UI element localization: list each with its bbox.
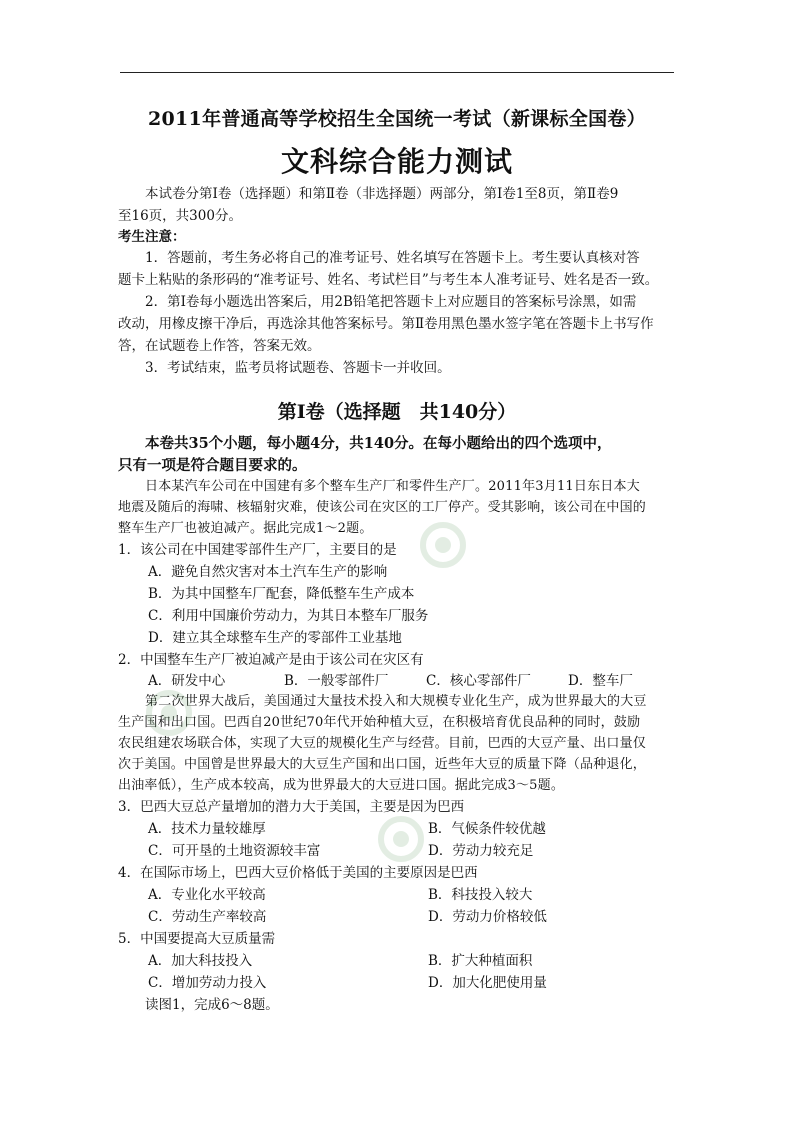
option: D．劳动力较充足 bbox=[428, 843, 534, 859]
notice-line: 1．答题前，考生务必将自己的准考证号、姓名填写在答题卡上。考生要认真核对答 bbox=[145, 250, 640, 266]
section-instruction: 只有一项是符合题目要求的。 bbox=[118, 457, 307, 474]
watermark-logo-icon bbox=[146, 690, 192, 736]
option: C．增加劳动力投入 bbox=[148, 975, 267, 991]
question-stem: 2．中国整车生产厂被迫减产是由于该公司在灾区有 bbox=[118, 652, 424, 668]
question-stem: 1．该公司在中国建零部件生产厂，主要目的是 bbox=[118, 542, 397, 558]
exam-subtitle: 文科综合能力测试 bbox=[280, 145, 513, 178]
question-stem: 4．在国际市场上，巴西大豆价格低于美国的主要原因是巴西 bbox=[118, 865, 478, 881]
question-stem: 3．巴西大豆总产量增加的潜力大于美国，主要是因为巴西 bbox=[118, 799, 465, 815]
notice-heading: 考生注意： bbox=[118, 229, 186, 245]
option: A．研发中心 bbox=[148, 673, 226, 689]
notice-line: 答，在试题卷上作答，答案无效。 bbox=[118, 338, 321, 354]
section-title: 第Ⅰ卷（选择题 共140分） bbox=[277, 401, 517, 423]
header-rule bbox=[120, 72, 674, 73]
intro-line: 本试卷分第Ⅰ卷（选择题）和第Ⅱ卷（非选择题）两部分，第Ⅰ卷1至8页，第Ⅱ卷9 bbox=[145, 186, 619, 202]
watermark-logo-icon bbox=[378, 816, 424, 862]
watermark-logo-icon bbox=[420, 522, 466, 568]
option: D．整车厂 bbox=[568, 673, 633, 689]
exam-title: 2011年普通高等学校招生全国统一考试（新课标全国卷） bbox=[148, 108, 646, 130]
notice-line: 改动，用橡皮擦干净后，再选涂其他答案标号。第Ⅱ卷用黑色墨水签字笔在答题卡上书写作 bbox=[118, 316, 654, 332]
notice-line: 2．第Ⅰ卷每小题选出答案后，用2B铅笔把答题卡上对应题目的答案标号涂黑，如需 bbox=[145, 294, 637, 310]
option: C．利用中国廉价劳动力，为其日本整车厂服务 bbox=[148, 608, 429, 624]
notice-line: 3．考试结束，监考员将试题卷、答题卡一并收回。 bbox=[145, 360, 451, 376]
option: D．加大化肥使用量 bbox=[428, 975, 547, 991]
option: D．建立其全球整车生产的零部件工业基地 bbox=[148, 630, 402, 646]
option: B．气候条件较优越 bbox=[428, 821, 546, 837]
option: C．可开垦的土地资源较丰富 bbox=[148, 843, 321, 859]
passage-line: 地震及随后的海啸、核辐射灾难，使该公司在灾区的工厂停产。受其影响，该公司在中国的 bbox=[118, 500, 647, 515]
option: B．为其中国整车厂配套，降低整车生产成本 bbox=[148, 586, 415, 602]
option: C．核心零部件厂 bbox=[426, 673, 531, 689]
option: A．避免自然灾害对本土汽车生产的影响 bbox=[148, 564, 388, 580]
notice-line: 题卡上粘贴的条形码的“准考证号、姓名、考试栏目”与考生本人准考证号、姓名是否一致。 bbox=[118, 272, 659, 288]
passage-line: 生产国和出口国。巴西自20世纪70年代开始种植大豆，在积极培育优良品种的同时，鼓励 bbox=[118, 715, 641, 730]
passage-line: 整车生产厂也被迫减产。据此完成1～2题。 bbox=[118, 521, 373, 536]
option: C．劳动生产率较高 bbox=[148, 909, 267, 925]
passage-line: 出油率低），生产成本较高，成为世界最大的大豆进口国。据此完成3～5题。 bbox=[118, 778, 565, 793]
option: D．劳动力价格较低 bbox=[428, 909, 547, 925]
option: A．加大科技投入 bbox=[148, 953, 253, 969]
option: B．科技投入较大 bbox=[428, 887, 533, 903]
option: A．技术力量较雄厚 bbox=[148, 821, 266, 837]
passage-line: 农民组建农场联合体，实现了大豆的规模化生产与经营。目前，巴西的大豆产量、出口量仅 bbox=[118, 736, 647, 751]
option: A．专业化水平较高 bbox=[148, 887, 266, 903]
option: B．扩大种植面积 bbox=[428, 953, 533, 969]
instruction-line: 读图1，完成6～8题。 bbox=[145, 997, 279, 1013]
question-stem: 5．中国要提高大豆质量需 bbox=[118, 931, 276, 947]
option: B．一般零部件厂 bbox=[284, 673, 389, 689]
section-instruction: 本卷共35个小题，每小题4分，共140分。在每小题给出的四个选项中， bbox=[145, 435, 612, 452]
passage-line: 第二次世界大战后，美国通过大量技术投入和大规模专业化生产，成为世界最大的大豆 bbox=[145, 694, 647, 709]
passage-line: 日本某汽车公司在中国建有多个整车生产厂和零件生产厂。2011年3月11日东日本大 bbox=[145, 479, 640, 494]
intro-line: 至16页，共300分。 bbox=[118, 208, 242, 224]
passage-line: 次于美国。中国曾是世界最大的大豆生产国和出口国，近些年大豆的质量下降（品种退化， bbox=[118, 757, 647, 772]
